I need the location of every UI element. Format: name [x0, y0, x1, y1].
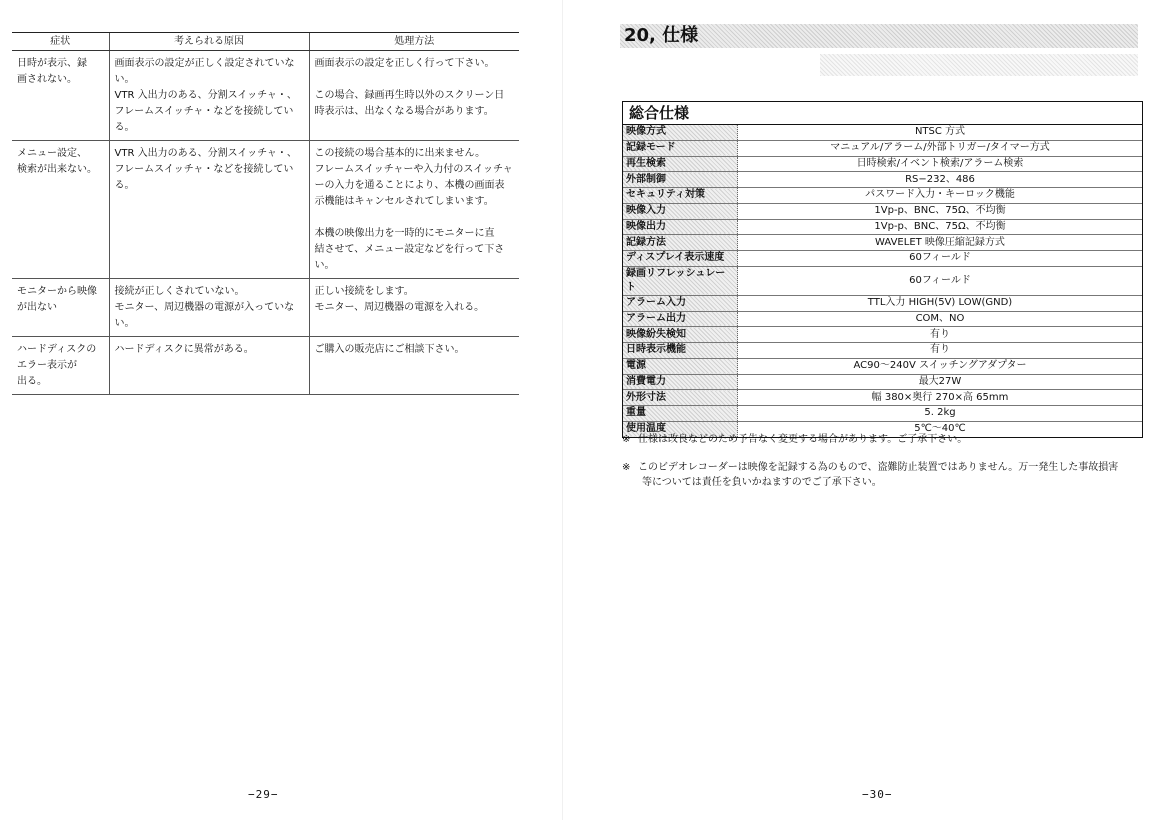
table-row [12, 337, 519, 395]
page-fold-divider [562, 0, 563, 820]
spec-row [623, 266, 1142, 295]
spec-label: 電源 [623, 358, 738, 374]
remedy-cell: 正しい接続をします。 モニター、周辺機器の電源を入れる。 [309, 279, 519, 337]
spec-row [623, 219, 1142, 235]
section-title: 20, 仕様 [620, 24, 1138, 48]
spec-label: ディスプレイ表示速度 [623, 251, 738, 267]
spec-label: 映像出力 [623, 219, 738, 235]
spec-label: 記録モード [623, 140, 738, 156]
spec-row [623, 390, 1142, 406]
symptom-cell: ハードディスクの エラー表示が 出る。 [12, 337, 109, 395]
spec-row [623, 311, 1142, 327]
spec-row [623, 343, 1142, 359]
spec-row [623, 374, 1142, 390]
page-number: −29− [248, 788, 279, 801]
note-1 [622, 432, 1147, 447]
spec-heading: 総合仕様 [623, 102, 1142, 125]
spec-value: TTL入力 HIGH(5V) LOW(GND) [738, 295, 1143, 311]
troubleshooting-table [12, 32, 519, 395]
spec-label: 日時表示機能 [623, 343, 738, 359]
spec-value: AC90〜240V スイッチングアダプター [738, 358, 1143, 374]
table-header-row [12, 33, 519, 51]
spec-row [623, 188, 1142, 204]
spec-value: 1Vp-p、BNC、75Ω、不均衡 [738, 203, 1143, 219]
symptom-cell: モニターから映像 が出ない [12, 279, 109, 337]
spec-value: 1Vp-p、BNC、75Ω、不均衡 [738, 219, 1143, 235]
spec-value: 60フィールド [738, 266, 1143, 295]
note-text: このビデオレコーダーは映像を記録する為のもので、盗難防止装置ではありません。万一発生した事故損害 [638, 462, 1119, 473]
spec-row [623, 156, 1142, 172]
spec-value: 5. 2kg [738, 406, 1143, 422]
spec-value: 最大27W [738, 374, 1143, 390]
right-page [580, 0, 1167, 820]
spec-row [623, 251, 1142, 267]
header-remedy: 処理方法 [309, 33, 519, 51]
spec-value: COM、NO [738, 311, 1143, 327]
remedy-cell: ご購入の販売店にご相談下さい。 [309, 337, 519, 395]
page-number: −30− [862, 788, 893, 801]
left-page [0, 0, 560, 820]
spec-value: マニュアル/アラーム/外部トリガー/タイマー方式 [738, 140, 1143, 156]
spec-label: アラーム入力 [623, 295, 738, 311]
spec-value: WAVELET 映像圧縮記録方式 [738, 235, 1143, 251]
symptom-cell: 日時が表示、録 画されない。 [12, 51, 109, 141]
symptom-cell: メニュー設定、 検索が出来ない。 [12, 141, 109, 279]
spec-value: 日時検索/イベント検索/アラーム検索 [738, 156, 1143, 172]
note-text-continued: 等については責任を負いかねますのでご了承下さい。 [642, 477, 882, 488]
remedy-cell: この接続の場合基本的に出来ません。 フレームスイッチャーや入力付のスイッチャ ーの入力を通ることにより、本機の画面表 示機能はキャンセルされてしまいます。 本機の映像出力を一時的にモニターに直 結させて、メニュー設定などを行って下さ い。 [309, 141, 519, 279]
spec-label: 記録方法 [623, 235, 738, 251]
table-row [12, 51, 519, 141]
note-mark: ※ [622, 434, 631, 445]
spec-row [623, 406, 1142, 422]
spec-label: 外部制御 [623, 172, 738, 188]
spec-value: 有り [738, 327, 1143, 343]
spec-row [623, 358, 1142, 374]
spec-label: 映像方式 [623, 125, 738, 140]
spec-value: 有り [738, 343, 1143, 359]
spec-table [623, 125, 1142, 437]
note-text: 仕様は改良などのため予告なく変更する場合があります。ご了承下さい。 [638, 434, 968, 445]
spec-row [623, 125, 1142, 140]
spec-value: 幅 380×奥行 270×高 65mm [738, 390, 1143, 406]
cause-cell: 画面表示の設定が正しく設定されていな い。 VTR 入出力のある、分割スイッチャ・、 フレームスイッチャ・などを接続している。 [109, 51, 309, 141]
cause-cell: ハードディスクに異常がある。 [109, 337, 309, 395]
cause-cell: 接続が正しくされていない。 モニター、周辺機器の電源が入っていな い。 [109, 279, 309, 337]
cause-cell: VTR 入出力のある、分割スイッチャ・、 フレームスイッチャ・などを接続している。 [109, 141, 309, 279]
spec-label: 映像紛失検知 [623, 327, 738, 343]
spec-value: パスワード入力・キーロック機能 [738, 188, 1143, 204]
spec-label: 再生検索 [623, 156, 738, 172]
spec-label: 重量 [623, 406, 738, 422]
table-row [12, 279, 519, 337]
spec-label: アラーム出力 [623, 311, 738, 327]
spec-label: 使用温度 [623, 421, 738, 436]
spec-value: 5℃〜40℃ [914, 423, 966, 435]
spec-value: RS−232、486 [738, 172, 1143, 188]
header-symptom: 症状 [12, 33, 109, 51]
spec-box [622, 101, 1143, 438]
spec-label: 録画リフレッシュレート [623, 266, 738, 295]
table-row [12, 141, 519, 279]
remedy-cell: 画面表示の設定を正しく行って下さい。 この場合、録画再生時以外のスクリーン日 時表示は、出なくなる場合があります。 [309, 51, 519, 141]
spec-row [623, 203, 1142, 219]
spec-value: 60フィールド [738, 251, 1143, 267]
spec-label: 消費電力 [623, 374, 738, 390]
spec-label: セキュリティ対策 [623, 188, 738, 204]
spec-label: 外形寸法 [623, 390, 738, 406]
spec-row [623, 295, 1142, 311]
spec-label: 映像入力 [623, 203, 738, 219]
note-2 [622, 460, 1147, 490]
note-mark: ※ [622, 462, 631, 473]
spec-row [623, 140, 1142, 156]
spec-value: NTSC 方式 [738, 125, 1143, 140]
spec-row [623, 172, 1142, 188]
spec-row [623, 235, 1142, 251]
title-decoration [820, 54, 1138, 76]
spec-row [623, 327, 1142, 343]
header-cause: 考えられる原因 [109, 33, 309, 51]
